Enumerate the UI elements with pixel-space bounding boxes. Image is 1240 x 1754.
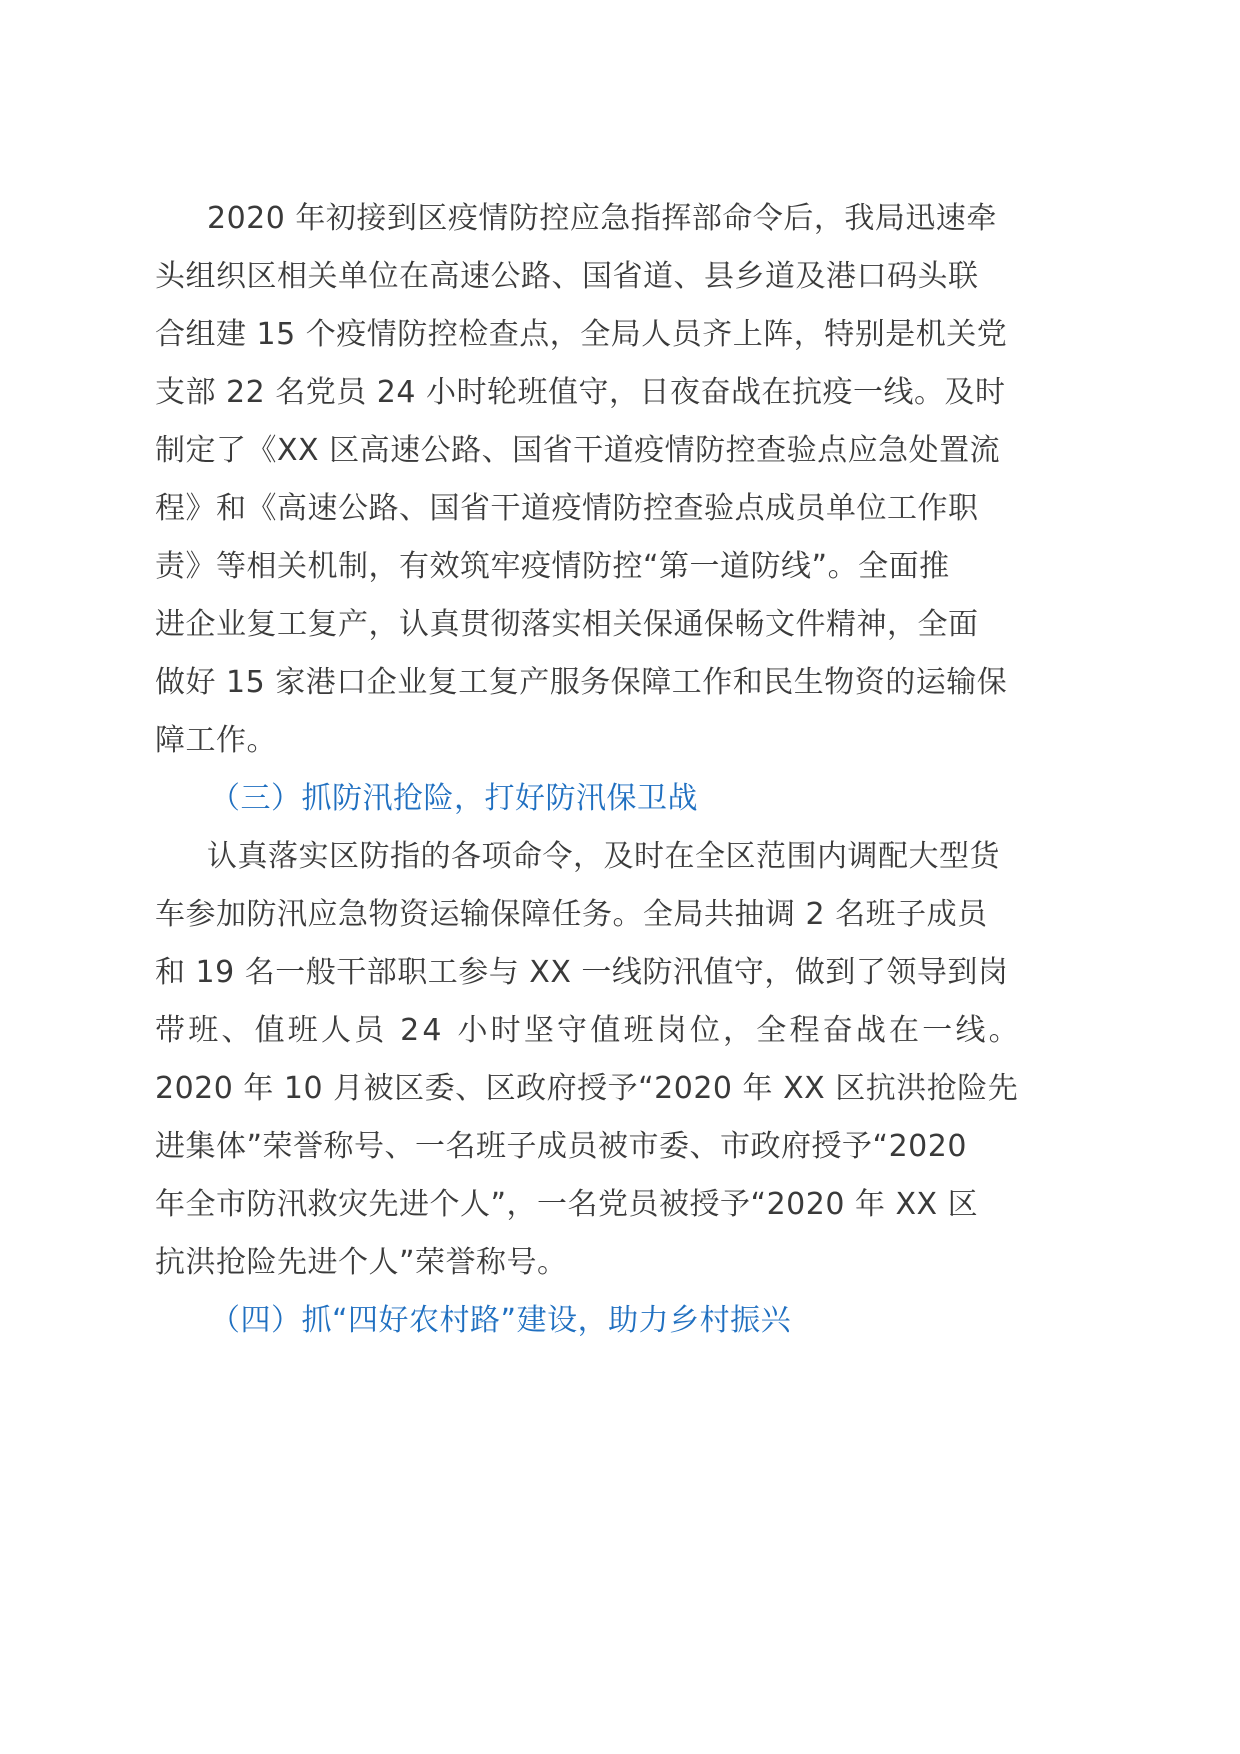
- section-heading-4: （四）抓“四好农村路”建设，助力乡村振兴: [210, 1303, 792, 1338]
- paragraph-1-line-1: 2020 年初接到区疫情防控应急指挥部命令后，我局迅速牵: [207, 201, 997, 236]
- paragraph-2-line-8: 抗洪抢险先进个人”荣誉称号。: [155, 1245, 568, 1280]
- paragraph-1-line-5: 制定了《XX 区高速公路、国省干道疫情防控查验点应急处置流: [155, 433, 1001, 468]
- section-heading-3: （三）抓防汛抢险，打好防汛保卫战: [210, 781, 698, 816]
- paragraph-1-line-2: 头组织区相关单位在高速公路、国省道、县乡道及港口码头联: [155, 259, 979, 294]
- paragraph-2-line-1: 认真落实区防指的各项命令，及时在全区范围内调配大型货: [207, 839, 1000, 874]
- paragraph-1-line-7: 责》等相关机制，有效筑牢疫情防控“第一道防线”。全面推: [155, 549, 950, 584]
- paragraph-2-line-3: 和 19 名一般干部职工参与 XX 一线防汛值守，做到了领导到岗: [155, 955, 1009, 990]
- paragraph-2-line-4: 带班、值班人员 24 小时坚守值班岗位，全程奋战在一线。: [155, 1013, 1022, 1048]
- paragraph-2-line-6: 进集体”荣誉称号、一名班子成员被市委、市政府授予“2020: [155, 1129, 967, 1164]
- paragraph-1-line-8: 进企业复工复产，认真贯彻落实相关保通保畅文件精神，全面: [155, 607, 979, 642]
- paragraph-1-line-3: 合组建 15 个疫情防控检查点，全局人员齐上阵，特别是机关党: [155, 317, 1008, 352]
- paragraph-2-line-7: 年全市防汛救灾先进个人”，一名党员被授予“2020 年 XX 区: [155, 1187, 979, 1222]
- paragraph-1-line-9: 做好 15 家港口企业复工复产服务保障工作和民生物资的运输保: [155, 665, 1008, 700]
- paragraph-1-line-4: 支部 22 名党员 24 小时轮班值守，日夜奋战在抗疫一线。及时: [155, 375, 1006, 410]
- paragraph-2-line-5: 2020 年 10 月被区委、区政府授予“2020 年 XX 区抗洪抢险先: [155, 1071, 1019, 1106]
- paragraph-2-line-2: 车参加防汛应急物资运输保障任务。全局共抽调 2 名班子成员: [155, 897, 988, 932]
- paragraph-1-line-10: 障工作。: [155, 723, 277, 758]
- paragraph-1-line-6: 程》和《高速公路、国省干道疫情防控查验点成员单位工作职: [155, 491, 979, 526]
